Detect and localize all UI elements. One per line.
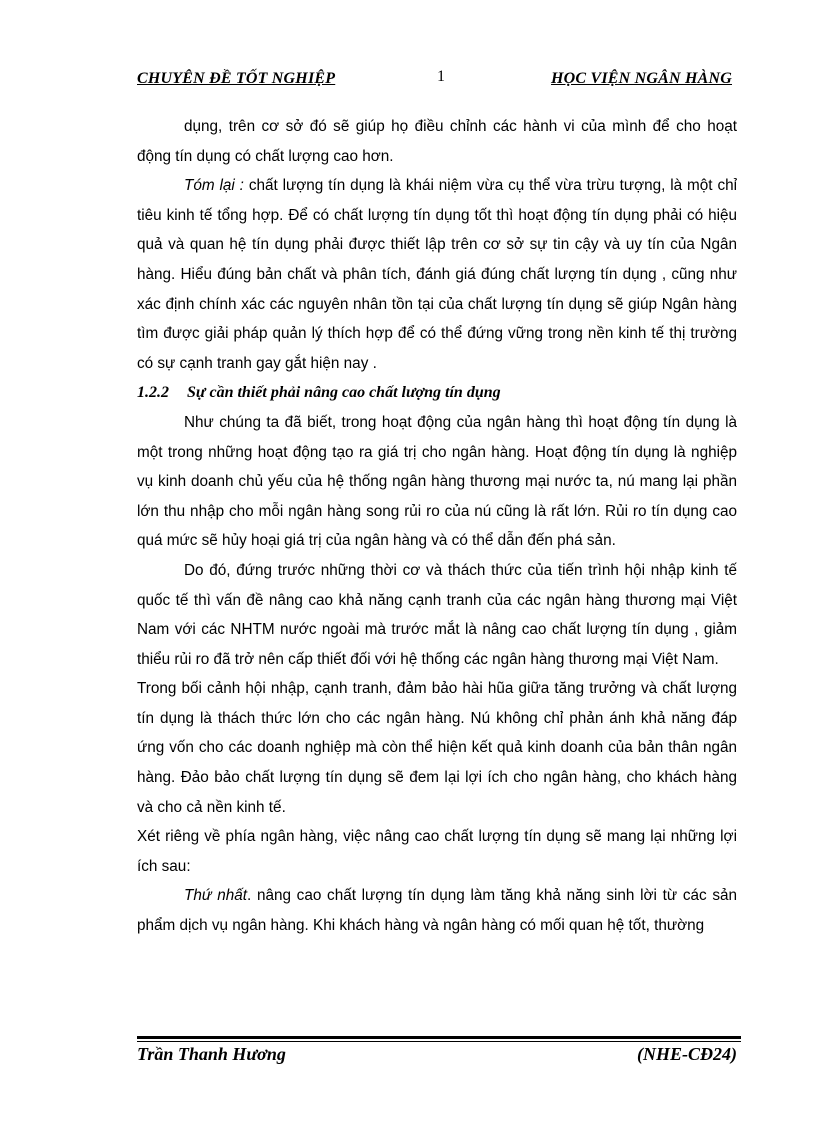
footer-author: Trần Thanh Hương [137, 1044, 286, 1064]
paragraph-1: dụng, trên cơ sở đó sẽ giúp họ điều chỉnh các hành vi của mình để cho hoạt động tín dụng có chất lượng cao hơn. [137, 118, 737, 165]
document-body [137, 112, 737, 941]
section-title: Sự cần thiết phải nâng cao chất lượng tín dụng [187, 384, 501, 402]
paragraph-summary [137, 171, 737, 378]
first-point-label: Thứ nhất [184, 887, 248, 905]
paragraph-6: Xét riêng về phía ngân hàng, việc nâng cao chất lượng tín dụng sẽ mang lại những lợi ích sau: [137, 828, 737, 875]
footer-class-code: (NHE-CĐ24) [637, 1044, 737, 1064]
section-number: 1.2.2 [137, 384, 169, 402]
paragraph-7 [137, 881, 737, 940]
paragraph-3: Như chúng ta đã biết, trong hoạt động của ngân hàng thì hoạt động tín dụng là một trong những hoạt động tạo ra giá trị cho ngân hàng. Hoạt động tín dụng là nghiệp vụ kinh doanh chủ yếu của hệ thống ngân hàng thương mại nước ta, nú mang lại phần lớn thu nhập cho mỗi ngân hàng song rủi ro của nú cũng là rất lớn. Rủi ro tín dụng cao quá mức sẽ hủy hoại giá trị của ngân hàng và có thể dẫn đến phá sản. [137, 413, 737, 550]
header-left-title: CHUYÊN ĐỀ TỐT NGHIỆP [137, 70, 336, 87]
summary-text: chất lượng tín dụng là khái niệm vừa cụ thể vừa trừu tượng, là một chỉ tiêu kinh tế tổng hợp. Để có chất lượng tín dụng tốt thì hoạt động tín dụng phải có hiệu quả và quan hệ tín dụng phải được thiết lập trên cơ sở sự tin cậy và uy tín của Ngân hàng. Hiểu đúng bản chất và phân tích, đánh giá đúng chất lượng tín dụng , cũng như xác định chính xác các nguyên nhân tồn tại của chất lượng tín dụng sẽ giúp Ngân hàng tìm được giải pháp quản lý thích hợp để có thể đứng vững trong nền kinh tế thị trường có sự cạnh tranh gay gắt hiện nay . [137, 177, 737, 372]
paragraph-5: Trong bối cảnh hội nhập, cạnh tranh, đảm bảo hài hũa giữa tăng trưởng và chất lượng tín dụng là thách thức lớn cho các ngân hàng. Nú không chỉ phản ánh khả năng đáp ứng vốn cho các doanh nghiệp mà còn thể hiện kết quả kinh doanh của bản thân ngân hàng. Đảo bảo chất lượng tín dụng sẽ đem lại lợi ích cho ngân hàng, cho khách hàng và cho cả nền kinh tế. [137, 680, 737, 816]
page-number: 1 [437, 68, 445, 85]
section-heading [137, 378, 737, 408]
paragraph-4: Do đó, đứng trước những thời cơ và thách thức của tiến trình hội nhập kinh tế quốc tế thì vấn đề nâng cao khả năng cạnh tranh của các ngân hàng thương mại Việt Nam với các NHTM nước ngoài mà trước mắt là nâng cao chất lượng tín dụng , giảm thiểu rủi ro đã trở nên cấp thiết đối với hệ thống các ngân hàng thương mại Việt Nam. [137, 561, 737, 668]
header-right-title: HỌC VIỆN NGÂN HÀNG [551, 70, 732, 87]
footer-rule-thick [137, 1036, 741, 1039]
page-header [137, 70, 732, 92]
page-footer [137, 1044, 737, 1070]
footer-rule-thin [137, 1041, 741, 1042]
first-point-text: . nâng cao chất lượng tín dụng làm tăng khả năng sinh lời từ các sản phẩm dịch vụ ngân hàng. Khi khách hàng và ngân hàng có mối quan hệ tốt, thường [137, 887, 737, 935]
summary-label: Tóm lại : [184, 177, 244, 195]
